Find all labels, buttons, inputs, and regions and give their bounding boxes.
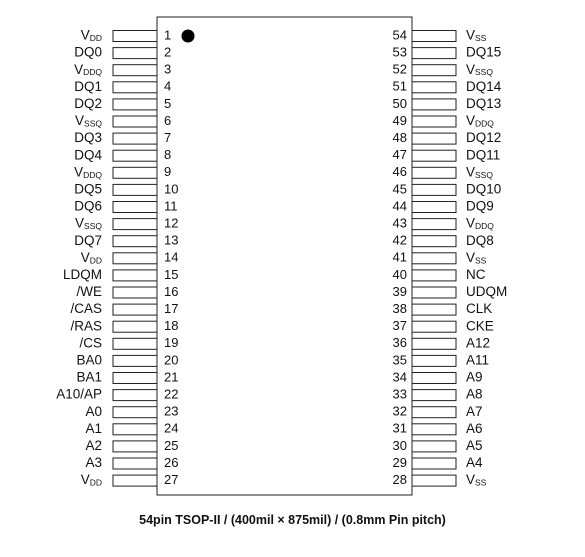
right-pin-number: 47	[392, 147, 407, 163]
right-pin-name-subscript: SS	[475, 255, 487, 266]
left-pin-lead	[113, 150, 157, 161]
right-pin-name: $V_{SS}$	[466, 249, 487, 266]
right-pin-lead	[412, 458, 456, 469]
right-pin-name: A8	[466, 386, 483, 402]
right-pin-number: 51	[392, 78, 407, 94]
right-pin-lead	[412, 475, 456, 486]
left-pin-number: 7	[164, 130, 172, 146]
left-pin-name: A3	[85, 455, 102, 471]
left-pin-number: 19	[164, 335, 179, 351]
right-pin-lead	[412, 202, 456, 213]
right-pin-number: 38	[392, 301, 407, 317]
left-pin-lead	[113, 338, 157, 349]
left-pin-lead	[113, 458, 157, 469]
left-pin-name: A0	[85, 403, 102, 419]
left-pin-name: A2	[85, 437, 102, 453]
left-pin-name: DQ6	[74, 198, 102, 214]
left-pin-number: 13	[164, 232, 179, 248]
left-pin-number: 12	[164, 215, 179, 231]
left-pin-name-subscript: DD	[89, 255, 102, 266]
left-pin-name-subscript: DD	[89, 477, 102, 488]
right-pin-number: 39	[392, 283, 407, 299]
right-pin-name: DQ12	[466, 130, 502, 146]
left-pin-name: BA0	[76, 352, 102, 368]
right-pin-name: DQ14	[466, 78, 502, 94]
right-pin-number: 29	[392, 454, 407, 470]
right-pin-number: 37	[392, 318, 407, 334]
right-pin-lead	[412, 270, 456, 281]
right-pin-name: A12	[466, 335, 491, 351]
right-pin-lead	[412, 184, 456, 195]
right-pin-lead	[412, 407, 456, 418]
right-pin-number: 34	[392, 369, 407, 385]
left-pin-number: 27	[164, 472, 179, 488]
right-pin-number: 28	[392, 472, 407, 488]
left-pin-lead	[113, 270, 157, 281]
right-pin-number: 54	[392, 27, 407, 43]
right-pin-name: $V_{DDQ}$	[466, 113, 494, 129]
left-pin-number: 20	[164, 352, 179, 368]
left-pin-name: DQ4	[74, 147, 102, 163]
right-pin-name: A5	[466, 437, 483, 453]
left-pin-number: 23	[164, 403, 179, 419]
left-pin-name: DQ0	[74, 44, 102, 60]
right-pin-name: CLK	[466, 301, 493, 317]
left-pin-lead	[113, 475, 157, 486]
right-pin-lead	[412, 99, 456, 110]
right-pin-lead	[412, 236, 456, 247]
left-pin-lead	[113, 202, 157, 213]
left-pin-number: 21	[164, 369, 179, 385]
left-pin-lead	[113, 407, 157, 418]
right-pin-name-subscript: DDQ	[475, 118, 494, 129]
right-pin-name: $V_{SS}$	[466, 27, 487, 44]
left-pin-name-subscript: DDQ	[83, 67, 102, 78]
left-pin-number: 1	[164, 27, 172, 43]
right-pin-lead	[412, 150, 456, 161]
left-pin-name: $V_{DDQ}$	[74, 61, 102, 78]
left-pin-name: /RAS	[70, 318, 102, 334]
left-pin-name: /WE	[76, 284, 102, 300]
left-pin-lead	[113, 99, 157, 110]
left-pin-number: 24	[164, 420, 179, 436]
left-pin-lead	[113, 236, 157, 247]
left-pin-name-subscript: DDQ	[83, 170, 102, 181]
right-pin-lead	[412, 116, 456, 127]
left-pin-number: 11	[164, 198, 178, 214]
left-pin-number: 22	[164, 386, 179, 402]
right-pin-name: DQ15	[466, 44, 502, 60]
right-pin-lead	[412, 338, 456, 349]
left-pin-lead	[113, 304, 157, 315]
right-pin-number: 49	[392, 112, 407, 128]
right-pin-name-subscript: SSQ	[475, 170, 493, 181]
right-pin-number: 50	[392, 95, 407, 111]
right-pin-lead	[412, 355, 456, 366]
right-pin-name-subscript: DDQ	[475, 221, 494, 232]
right-pin-number: 46	[392, 164, 407, 180]
left-pin-lead	[113, 167, 157, 178]
left-pin-lead	[113, 373, 157, 384]
left-pin-name: $V_{SSQ}$	[75, 215, 102, 232]
right-pin-number: 30	[392, 437, 407, 453]
right-pin-number: 42	[392, 232, 407, 248]
left-pin-lead	[113, 287, 157, 298]
left-pin-name: BA1	[76, 369, 102, 385]
left-pin-name: LDQM	[62, 266, 102, 282]
left-pin-name: DQ5	[74, 181, 102, 197]
right-pin-number: 32	[392, 403, 407, 419]
left-pin-lead	[113, 82, 157, 93]
right-pin-lead	[412, 65, 456, 76]
right-pin-name: DQ13	[466, 95, 502, 111]
right-pin-number: 33	[392, 386, 407, 402]
right-pin-number: 52	[392, 61, 407, 77]
right-pin-lead	[412, 219, 456, 230]
left-pin-name: DQ1	[74, 78, 102, 94]
left-pin-name: DQ2	[74, 95, 102, 111]
right-pin-name: CKE	[466, 318, 494, 334]
left-pin-lead	[113, 48, 157, 59]
right-pin-name: $V_{SSQ}$	[466, 164, 493, 181]
left-pin-lead	[113, 390, 157, 401]
left-pin-number: 16	[164, 283, 179, 299]
right-pin-lead	[412, 253, 456, 264]
left-pin-number: 6	[164, 112, 172, 128]
right-pin-name: $V_{SSQ}$	[466, 61, 493, 78]
right-pin-name: A6	[466, 420, 483, 436]
right-pin-name: A9	[466, 369, 483, 385]
left-pin-name-subscript: DD	[89, 33, 102, 44]
right-pin-number: 53	[392, 44, 407, 60]
left-pin-lead	[113, 355, 157, 366]
right-pin-number: 35	[392, 352, 407, 368]
right-pin-name: A4	[466, 455, 483, 471]
right-pin-number: 43	[392, 215, 407, 231]
right-pin-name: NC	[466, 266, 486, 282]
right-pin-name: DQ8	[466, 232, 494, 248]
chip-body	[157, 17, 412, 495]
left-pin-lead	[113, 253, 157, 264]
right-pin-lead	[412, 441, 456, 452]
right-pin-lead	[412, 167, 456, 178]
left-pin-number: 9	[164, 164, 172, 180]
left-pin-name: $V_{SSQ}$	[75, 113, 102, 129]
left-pin-lead	[113, 441, 157, 452]
right-pin-name-subscript: SS	[475, 33, 487, 44]
left-pin-lead	[113, 424, 157, 435]
right-pin-name: A7	[466, 403, 483, 419]
right-pin-number: 31	[392, 420, 407, 436]
left-pin-lead	[113, 65, 157, 76]
right-pin-lead	[412, 424, 456, 435]
left-pin-name: DQ3	[74, 130, 102, 146]
right-pin-name: $V_{SS}$	[466, 472, 487, 488]
right-pin-lead	[412, 390, 456, 401]
left-pin-name-subscript: SSQ	[84, 221, 102, 232]
right-pin-lead	[412, 373, 456, 384]
left-pin-number: 26	[164, 454, 179, 470]
left-pin-name-subscript: SSQ	[84, 118, 102, 129]
left-pin-name: $V_{DD}$	[80, 249, 102, 266]
left-pin-lead	[113, 133, 157, 144]
right-pin-name: $V_{DDQ}$	[466, 215, 494, 232]
left-pin-lead	[113, 116, 157, 127]
right-pin-number: 40	[392, 266, 407, 282]
right-pin-name: DQ11	[466, 147, 501, 163]
right-pin-name-subscript: SSQ	[475, 67, 493, 78]
left-pin-number: 4	[164, 78, 172, 94]
package-caption: 54pin TSOP-II / (400mil × 875mil) / (0.8mm Pin pitch)	[139, 513, 446, 527]
left-pin-name: DQ7	[74, 232, 102, 248]
left-pin-number: 3	[164, 61, 172, 77]
left-pin-name: $V_{DD}$	[80, 472, 102, 488]
left-pin-lead	[113, 184, 157, 195]
right-pin-name-subscript: SS	[475, 477, 487, 488]
left-pin-name: $V_{DD}$	[80, 27, 102, 44]
right-pin-lead	[412, 82, 456, 93]
left-pin-number: 10	[164, 181, 179, 197]
right-pin-number: 44	[392, 198, 407, 214]
right-pin-lead	[412, 133, 456, 144]
left-pin-number: 25	[164, 437, 179, 453]
left-pin-lead	[113, 321, 157, 332]
left-pin-lead	[113, 31, 157, 42]
right-pin-lead	[412, 321, 456, 332]
left-pin-name: /CAS	[70, 301, 102, 317]
left-pin-name: A10/AP	[56, 386, 102, 402]
left-pin-number: 14	[164, 249, 179, 265]
right-pin-lead	[412, 287, 456, 298]
left-pin-lead	[113, 219, 157, 230]
left-pin-name: /CS	[79, 335, 102, 351]
right-pin-number: 45	[392, 181, 407, 197]
left-pin-name: A1	[85, 420, 102, 436]
left-pin-name: $V_{DDQ}$	[74, 164, 102, 181]
right-pin-name: DQ9	[466, 198, 494, 214]
right-pin-lead	[412, 31, 456, 42]
right-pin-number: 36	[392, 335, 407, 351]
right-pin-number: 48	[392, 130, 407, 146]
left-pin-number: 5	[164, 95, 172, 111]
pin1-marker-dot	[182, 30, 195, 43]
right-pin-lead	[412, 48, 456, 59]
left-pin-number: 18	[164, 318, 179, 334]
right-pin-name: UDQM	[466, 284, 508, 300]
right-pin-name: DQ10	[466, 181, 502, 197]
left-pin-number: 8	[164, 147, 172, 163]
left-pin-number: 17	[164, 301, 179, 317]
left-pin-number: 15	[164, 266, 179, 282]
right-pin-number: 41	[392, 249, 407, 265]
left-pin-number: 2	[164, 44, 172, 60]
right-pin-lead	[412, 304, 456, 315]
right-pin-name: A11	[466, 352, 490, 368]
